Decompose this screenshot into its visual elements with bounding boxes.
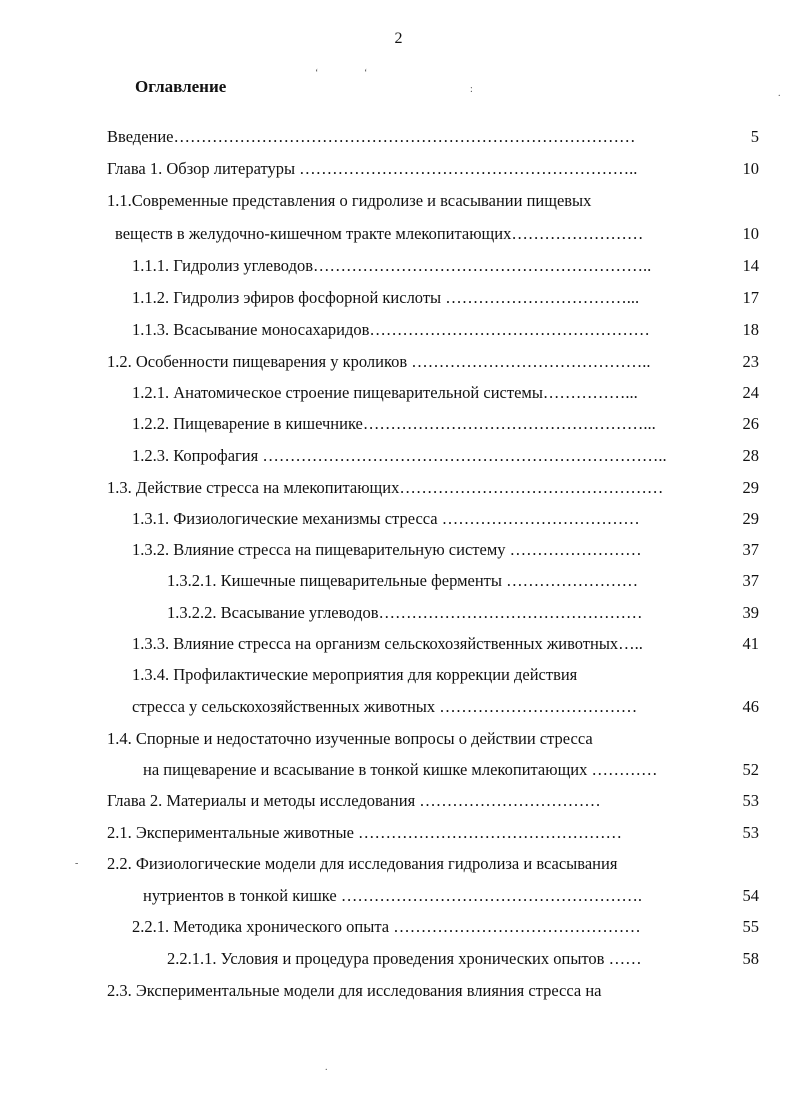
toc-entry — [0, 444, 797, 468]
toc-entry — [0, 727, 797, 751]
toc-entry — [0, 695, 797, 719]
toc-entry-text: 1.2.2. Пищеварение в кишечнике……………………………………………... — [132, 414, 656, 433]
toc-entry-page: 28 — [742, 446, 759, 465]
toc-entry — [0, 157, 797, 181]
toc-entry — [0, 254, 797, 278]
toc-entry — [0, 189, 797, 213]
toc-entry-page: 41 — [742, 634, 759, 653]
toc-entry-page: 58 — [742, 949, 759, 968]
toc-entry-page: 18 — [742, 320, 759, 339]
toc-entry — [0, 286, 797, 310]
toc-entry-page: 53 — [742, 791, 759, 810]
toc-entry-page: 17 — [742, 288, 759, 307]
toc-entry — [0, 884, 797, 908]
toc-entry-text: 1.3.2. Влияние стресса на пищеварительную систему …………………… — [132, 540, 642, 559]
toc-entry-text: 1.3.2.2. Всасывание углеводов………………………………………… — [167, 603, 643, 622]
toc-entry-page: 5 — [750, 127, 759, 146]
toc-entry — [0, 569, 797, 593]
toc-entry-text: 1.1.1. Гидролиз углеводов…………………………………………………….. — [132, 256, 652, 275]
toc-entry-text: 1.3.4. Профилактические мероприятия для коррекции действия — [132, 665, 578, 684]
toc-entry-text: стресса у сельскохозяйственных животных ……………………………… — [132, 697, 638, 716]
toc-entry-text: 1.3.2.1. Кишечные пищеварительные ферменты …………………… — [167, 571, 639, 590]
scan-speck: - — [75, 858, 79, 869]
toc-entry-text: 1.3. Действие стресса на млекопитающих………………………………………… — [107, 478, 664, 497]
toc-entry-page: 46 — [742, 697, 759, 716]
toc-entry — [0, 601, 797, 625]
toc-entry-page: 52 — [742, 760, 759, 779]
toc-entry-text: 1.3.1. Физиологические механизмы стресса ……………………………… — [132, 509, 640, 528]
toc-entry — [0, 758, 797, 782]
toc-title: Оглавление — [135, 77, 227, 96]
toc-entry — [0, 412, 797, 436]
toc-entry-text: Введение………………………………………………………………………… — [107, 127, 636, 146]
toc-entry-text: 1.2.1. Анатомическое строение пищеварительной системы……………... — [132, 383, 638, 402]
toc-entry — [0, 318, 797, 342]
toc-entry-text: 2.2. Физиологические модели для исследования гидролиза и всасывания — [107, 854, 618, 873]
toc-entry-text: нутриентов в тонкой кишке ………………………………………………. — [143, 886, 642, 905]
toc-entry — [0, 632, 797, 656]
toc-entry-text: веществ в желудочно-кишечном тракте млекопитающих…………………… — [115, 224, 644, 243]
toc-entry-text: 1.2. Особенности пищеварения у кроликов …………………………………….. — [107, 352, 651, 371]
toc-entry-page: 29 — [742, 509, 759, 528]
toc-entry-text: 1.1.3. Всасывание моносахаридов…………………………………………… — [132, 320, 650, 339]
toc-entry-page: 24 — [742, 383, 759, 402]
toc-entry — [0, 538, 797, 562]
scan-speck: ‘ — [364, 68, 368, 79]
toc-entry — [0, 381, 797, 405]
toc-entry-page: 39 — [742, 603, 759, 622]
toc-entry-text: 2.1. Экспериментальные животные ………………………………………… — [107, 823, 623, 842]
toc-entry — [0, 789, 797, 813]
toc-entry — [0, 852, 797, 876]
toc-entry-text: 1.3.3. Влияние стресса на организм сельскохозяйственных животных….. — [132, 634, 643, 653]
toc-entry-page: 29 — [742, 478, 759, 497]
toc-entry — [0, 507, 797, 531]
toc-entry-page: 23 — [742, 352, 759, 371]
scan-speck: . — [778, 88, 781, 99]
scan-speck: . — [325, 1062, 328, 1073]
toc-entry-page: 37 — [742, 540, 759, 559]
toc-entry-page: 53 — [742, 823, 759, 842]
toc-entry — [0, 979, 797, 1003]
toc-entry-page: 10 — [742, 159, 759, 178]
toc-entry-page: 37 — [742, 571, 759, 590]
toc-entry-page: 14 — [742, 256, 759, 275]
toc-entry-text: 1.4. Спорные и недостаточно изученные вопросы о действии стресса — [107, 729, 593, 748]
toc-entry — [0, 663, 797, 687]
toc-entry-text: Глава 2. Материалы и методы исследования …………………………… — [107, 791, 601, 810]
toc-entry — [0, 947, 797, 971]
toc-entry — [0, 222, 797, 246]
toc-entry-page: 54 — [742, 886, 759, 905]
toc-entry-text: Глава 1. Обзор литературы …………………………………………………….. — [107, 159, 638, 178]
toc-entry — [0, 476, 797, 500]
toc-entry-page: 10 — [742, 224, 759, 243]
toc-entry-page: 26 — [742, 414, 759, 433]
toc-entry — [0, 350, 797, 374]
toc-entry-text: 1.1.2. Гидролиз эфиров фосфорной кислоты ……………………………... — [132, 288, 640, 307]
toc-entry-text: 1.1.Современные представления о гидролизе и всасывании пищевых — [107, 191, 592, 210]
toc-entry-text: 1.2.3. Копрофагия ……………………………………………………………….. — [132, 446, 667, 465]
toc-entry-page: 55 — [742, 917, 759, 936]
toc-entry-text: 2.2.1. Методика хронического опыта ……………………………………… — [132, 917, 641, 936]
toc-entry — [0, 915, 797, 939]
toc-entry-text: 2.3. Экспериментальные модели для исследования влияния стресса на — [107, 981, 602, 1000]
toc-entry — [0, 125, 797, 149]
scan-speck: : — [470, 84, 473, 95]
scan-speck: ‘ — [315, 68, 319, 79]
toc-entry-text: 2.2.1.1. Условия и процедура проведения хронических опытов …… — [167, 949, 642, 968]
page-number: 2 — [394, 30, 403, 47]
toc-entry-text: на пищеварение и всасывание в тонкой кишке млекопитающих ………… — [143, 760, 658, 779]
toc-entry — [0, 821, 797, 845]
